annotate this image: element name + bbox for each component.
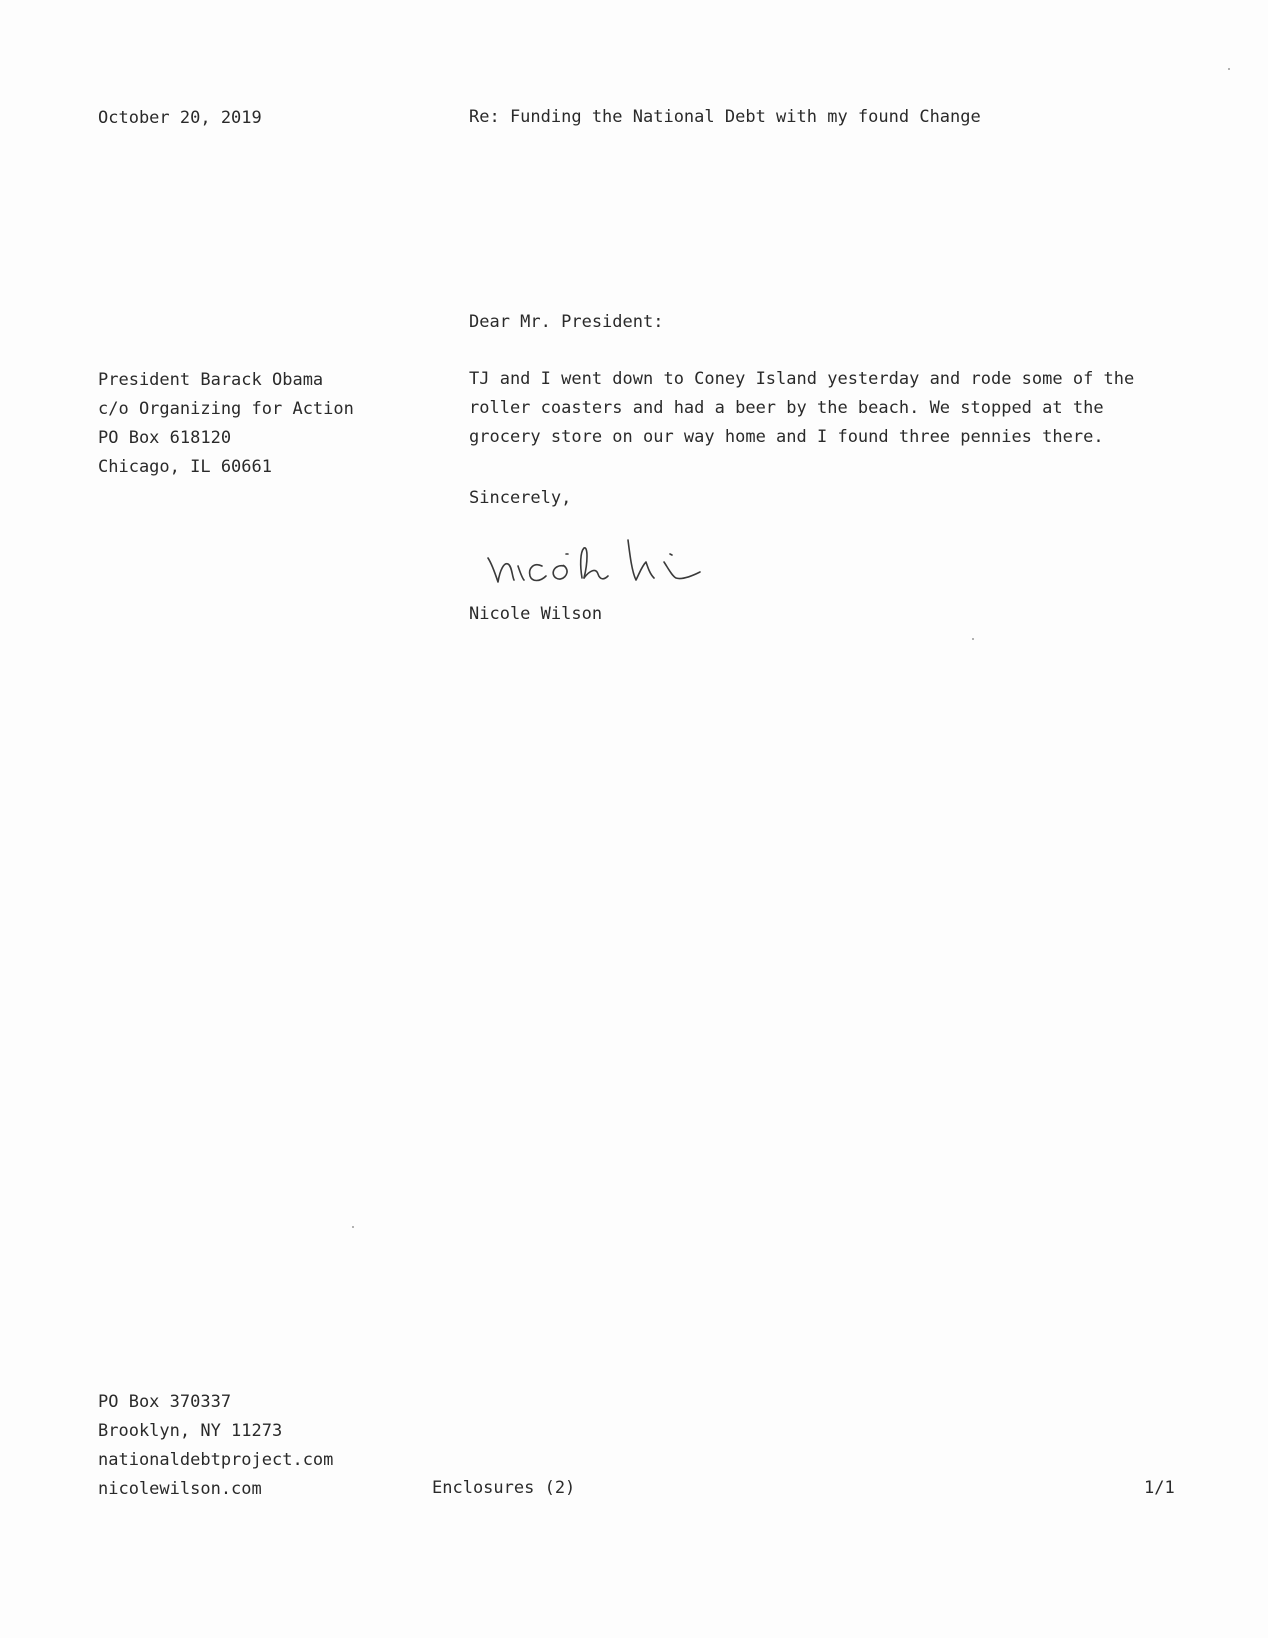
- enclosures-text: Enclosures (2): [432, 1478, 576, 1498]
- scan-speck: [1228, 68, 1230, 70]
- recipient-city: Chicago, IL 60661: [98, 457, 272, 477]
- page-number-text: 1/1: [1144, 1478, 1175, 1498]
- letter-salutation: [469, 308, 663, 337]
- subject-text: Re: Funding the National Debt with my found Change: [469, 107, 981, 127]
- body-line: grocery store on our way home and I found three pennies there.: [469, 427, 1104, 447]
- recipient-name: President Barack Obama: [98, 370, 324, 390]
- handwritten-signature: [484, 532, 744, 594]
- signer-name-text: Nicole Wilson: [469, 604, 603, 624]
- body-line: TJ and I went down to Coney Island yesterday and rode some of the: [469, 369, 1135, 389]
- sender-address: [98, 1388, 333, 1504]
- sender-website: nationaldebtproject.com: [98, 1450, 334, 1470]
- sender-city: Brooklyn, NY 11273: [98, 1421, 283, 1441]
- letter-subject: [469, 103, 981, 132]
- scan-speck: [352, 1226, 354, 1228]
- closing-text: Sincerely,: [469, 488, 572, 508]
- recipient-po-box: PO Box 618120: [98, 428, 232, 448]
- recipient-organization: c/o Organizing for Action: [98, 399, 354, 419]
- letter-closing: [469, 484, 571, 513]
- letter-date: [98, 104, 262, 133]
- sender-website: nicolewilson.com: [98, 1479, 262, 1499]
- date-text: October 20, 2019: [98, 108, 262, 128]
- letter-body: [469, 365, 1134, 452]
- recipient-address: [98, 366, 354, 482]
- sender-po-box: PO Box 370337: [98, 1392, 232, 1412]
- enclosures-note: [432, 1474, 575, 1503]
- page-number: [1144, 1474, 1175, 1503]
- body-line: roller coasters and had a beer by the beach. We stopped at the: [469, 398, 1104, 418]
- signer-name: [469, 600, 602, 629]
- signature-icon: [484, 532, 744, 594]
- scan-speck: [972, 638, 974, 640]
- salutation-text: Dear Mr. President:: [469, 312, 664, 332]
